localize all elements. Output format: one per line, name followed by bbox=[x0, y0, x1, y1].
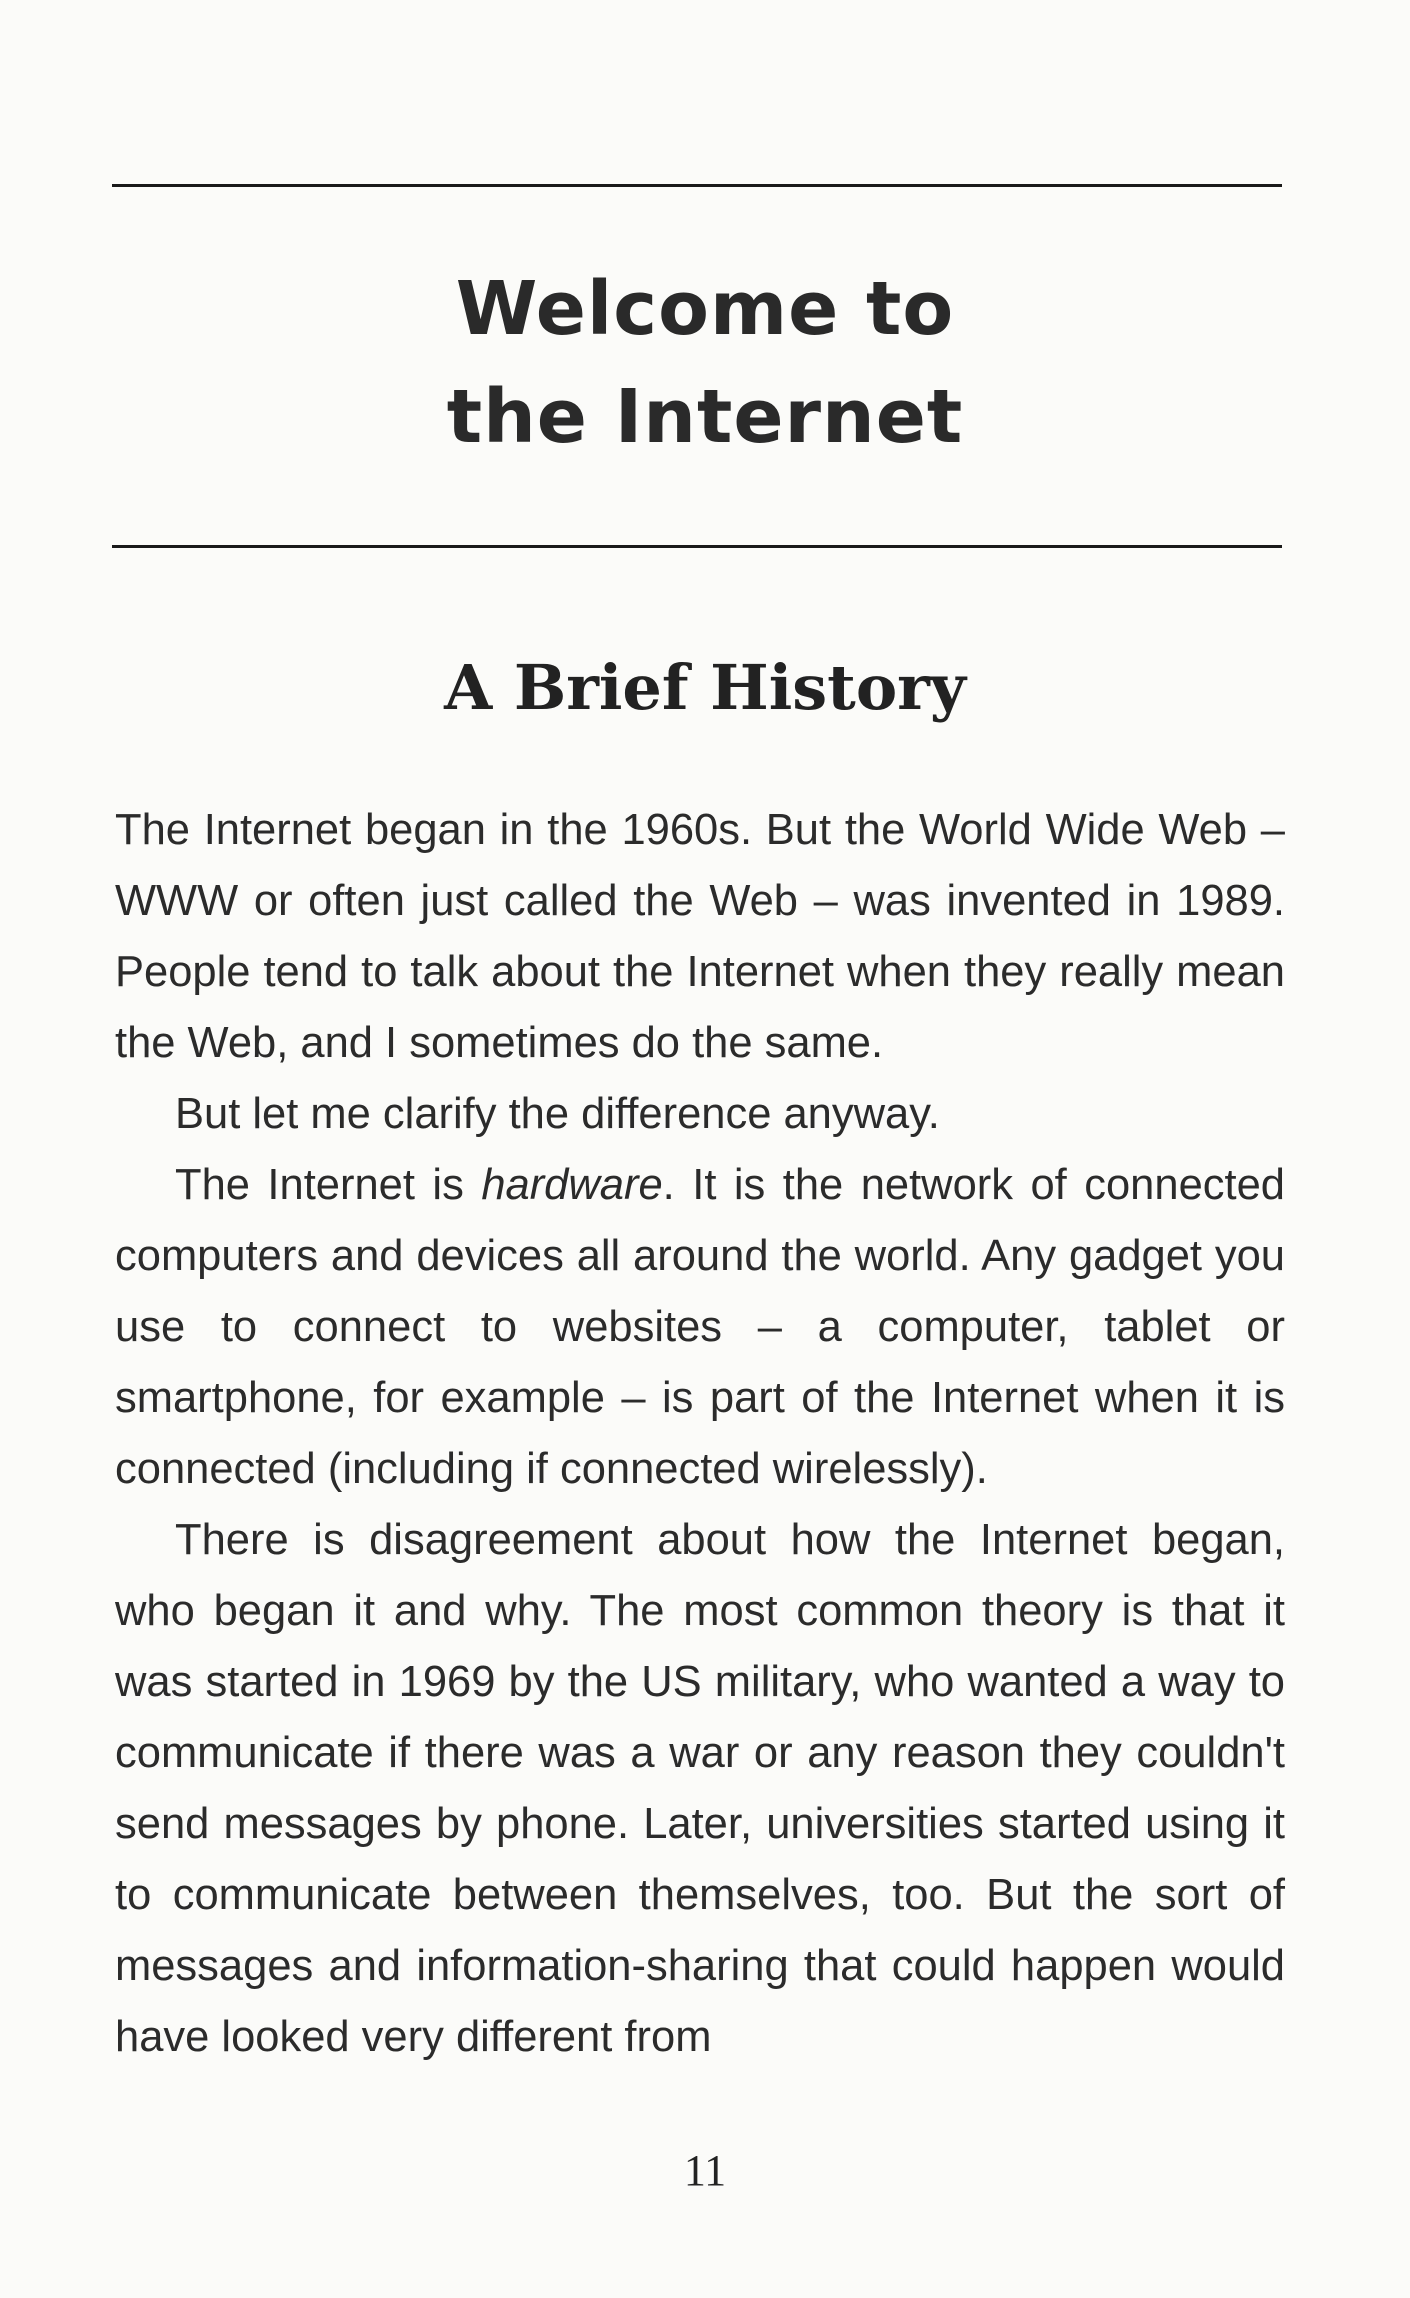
bottom-divider bbox=[112, 545, 1282, 548]
paragraph-2: But let me clarify the difference anyway. bbox=[175, 1090, 940, 1138]
top-divider bbox=[112, 184, 1282, 187]
paragraph-3-end: . It is the network of connected computers and devices all around the world. Any gadget you use to connect to websites – a computer, tablet or smartphone, for example – is part of the Internet when it is connected (including if connected wirelessly). bbox=[115, 1161, 1285, 1493]
paragraph-1: The Internet began in the 1960s. But the World Wide Web – WWW or often just called the Web – was invented in 1989. People tend to talk about the Internet when they really mean the Web, and I sometimes do the same. bbox=[115, 806, 1285, 1067]
page-number: 11 bbox=[683, 2146, 727, 2195]
paragraph-3-emphasis: hardware bbox=[481, 1161, 663, 1209]
body-text bbox=[115, 795, 1285, 2073]
paragraph-3 bbox=[115, 1150, 1285, 1505]
paragraph-4: There is disagreement about how the Internet began, who began it and why. The most common theory is that it was started in 1969 by the US military, who wanted a way to communicate if there was a war or any reason they couldn't send messages by phone. Later, universities started using it to communicate between themselves, too. But the sort of messages and information-sharing that could happen would have looked very different from bbox=[115, 1516, 1285, 2061]
chapter-title-line-2: the Internet bbox=[446, 374, 964, 460]
chapter-title-line-1: Welcome to bbox=[455, 266, 955, 352]
chapter-title bbox=[0, 255, 1410, 471]
paragraph-3-start: The Internet is bbox=[175, 1161, 482, 1209]
section-title: A Brief History bbox=[444, 651, 966, 724]
